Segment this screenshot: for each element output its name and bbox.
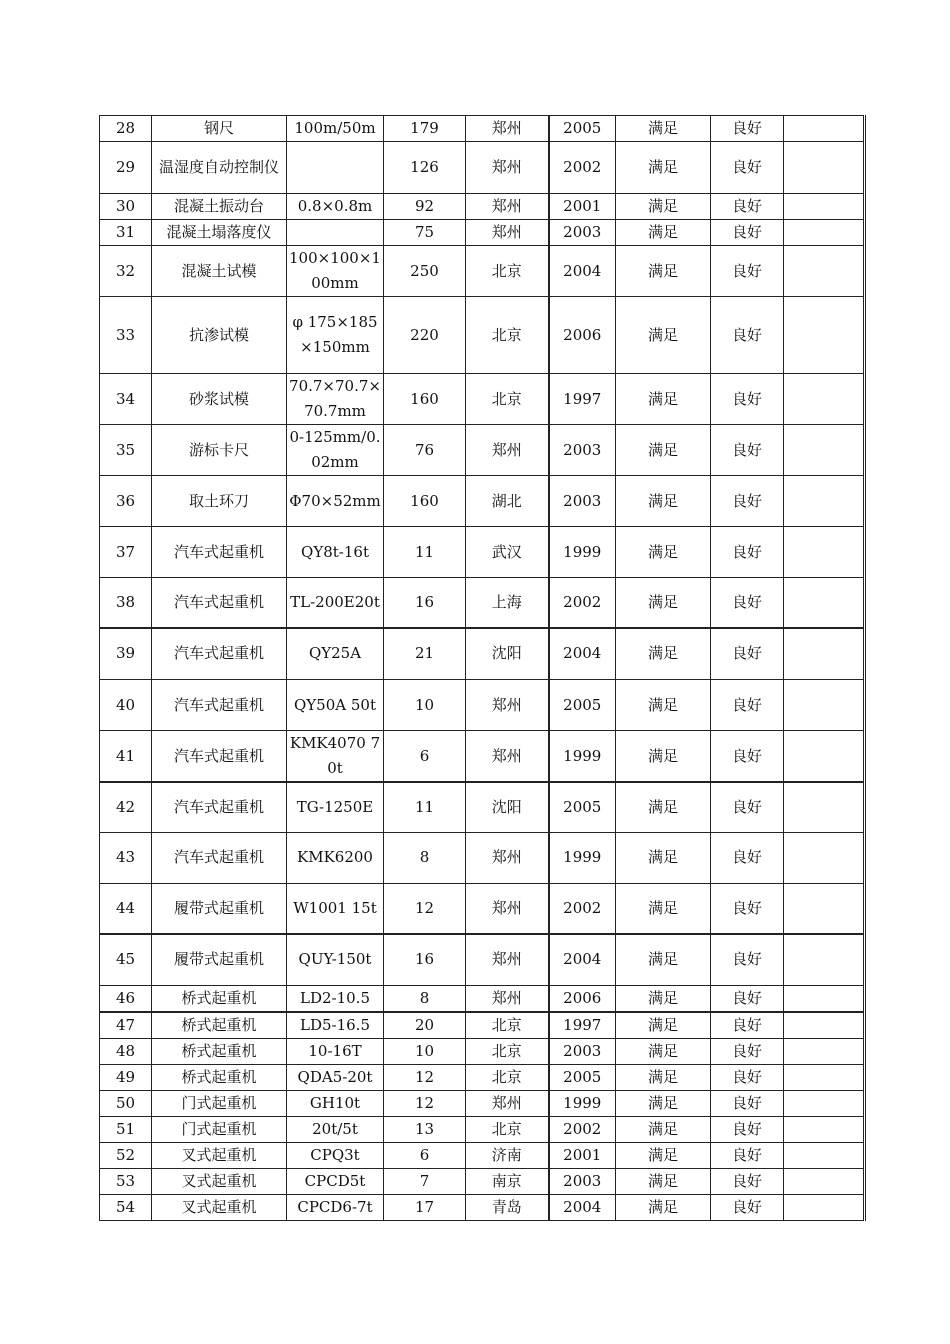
item-quantity: 75	[384, 220, 466, 246]
item-name: 砂浆试模	[152, 374, 287, 425]
item-model: GH10t	[287, 1090, 384, 1116]
item-number: 28	[100, 116, 152, 142]
item-quantity: 6	[384, 731, 466, 783]
table-row	[100, 883, 865, 934]
item-number: 39	[100, 628, 152, 680]
item-model: CPCD6-7t	[287, 1194, 384, 1220]
item-origin: 青岛	[466, 1194, 549, 1220]
item-number: 44	[100, 883, 152, 934]
item-model: QY8t-16t	[287, 527, 384, 578]
item-name: 桥式起重机	[152, 1064, 287, 1090]
item-quantity: 16	[384, 934, 466, 985]
item-remark	[784, 1064, 865, 1090]
item-remark	[784, 883, 865, 934]
item-name: 游标卡尺	[152, 425, 287, 476]
item-remark	[784, 934, 865, 985]
item-model: 0-125mm/0.02mm	[287, 425, 384, 476]
item-remark	[784, 374, 865, 425]
table-row	[100, 246, 865, 297]
item-name: 温湿度自动控制仪	[152, 142, 287, 194]
item-origin: 郑州	[466, 142, 549, 194]
item-year: 2004	[549, 246, 616, 297]
item-remark	[784, 476, 865, 527]
item-origin: 北京	[466, 1064, 549, 1090]
item-quantity: 76	[384, 425, 466, 476]
item-origin: 郑州	[466, 731, 549, 783]
item-year: 2001	[549, 1142, 616, 1168]
item-number: 46	[100, 985, 152, 1012]
item-condition: 良好	[711, 1064, 784, 1090]
item-quantity: 16	[384, 578, 466, 628]
item-remark	[784, 142, 865, 194]
table-row	[100, 934, 865, 985]
item-origin: 郑州	[466, 1090, 549, 1116]
item-name: 抗渗试模	[152, 297, 287, 374]
item-remark	[784, 297, 865, 374]
item-name: 门式起重机	[152, 1116, 287, 1142]
item-number: 30	[100, 194, 152, 220]
item-model: QY50A 50t	[287, 680, 384, 731]
item-remark	[784, 194, 865, 220]
item-name: 汽车式起重机	[152, 731, 287, 783]
item-model: 100×100×100mm	[287, 246, 384, 297]
item-condition: 良好	[711, 297, 784, 374]
table-row	[100, 116, 865, 142]
item-year: 1997	[549, 1012, 616, 1039]
item-remark	[784, 782, 865, 832]
item-status: 满足	[616, 1116, 711, 1142]
table-row	[100, 1090, 865, 1116]
item-status: 满足	[616, 476, 711, 527]
item-origin: 郑州	[466, 680, 549, 731]
table-row	[100, 194, 865, 220]
item-year: 1999	[549, 1090, 616, 1116]
item-model: KMK6200	[287, 832, 384, 883]
item-condition: 良好	[711, 1194, 784, 1220]
item-origin: 北京	[466, 1116, 549, 1142]
item-status: 满足	[616, 374, 711, 425]
item-condition: 良好	[711, 1012, 784, 1039]
item-quantity: 12	[384, 1064, 466, 1090]
item-quantity: 179	[384, 116, 466, 142]
equipment-table	[99, 115, 866, 1221]
item-name: 叉式起重机	[152, 1168, 287, 1194]
item-remark	[784, 1090, 865, 1116]
item-condition: 良好	[711, 194, 784, 220]
item-year: 2003	[549, 220, 616, 246]
table-row	[100, 1142, 865, 1168]
item-quantity: 250	[384, 246, 466, 297]
item-name: 汽车式起重机	[152, 782, 287, 832]
item-remark	[784, 1038, 865, 1064]
item-quantity: 17	[384, 1194, 466, 1220]
item-status: 满足	[616, 1090, 711, 1116]
item-status: 满足	[616, 934, 711, 985]
item-model: QY25A	[287, 628, 384, 680]
item-model: CPQ3t	[287, 1142, 384, 1168]
item-quantity: 12	[384, 1090, 466, 1116]
item-year: 1999	[549, 832, 616, 883]
item-name: 混凝土振动台	[152, 194, 287, 220]
table-row	[100, 628, 865, 680]
item-name: 叉式起重机	[152, 1142, 287, 1168]
item-condition: 良好	[711, 1168, 784, 1194]
item-year: 2005	[549, 782, 616, 832]
item-year: 2005	[549, 680, 616, 731]
item-condition: 良好	[711, 425, 784, 476]
item-condition: 良好	[711, 246, 784, 297]
table-row	[100, 1168, 865, 1194]
item-year: 2005	[549, 1064, 616, 1090]
item-quantity: 11	[384, 527, 466, 578]
item-name: 汽车式起重机	[152, 832, 287, 883]
item-model: LD2-10.5	[287, 985, 384, 1012]
item-status: 满足	[616, 1168, 711, 1194]
item-year: 2001	[549, 194, 616, 220]
item-year: 2003	[549, 1168, 616, 1194]
item-year: 1999	[549, 527, 616, 578]
item-name: 桥式起重机	[152, 1038, 287, 1064]
item-status: 满足	[616, 1038, 711, 1064]
item-status: 满足	[616, 731, 711, 783]
item-quantity: 8	[384, 985, 466, 1012]
item-model: TG-1250E	[287, 782, 384, 832]
item-quantity: 12	[384, 883, 466, 934]
table-row	[100, 1194, 865, 1220]
item-quantity: 8	[384, 832, 466, 883]
item-status: 满足	[616, 578, 711, 628]
item-number: 31	[100, 220, 152, 246]
item-origin: 郑州	[466, 934, 549, 985]
item-status: 满足	[616, 116, 711, 142]
item-condition: 良好	[711, 934, 784, 985]
table-row	[100, 782, 865, 832]
item-year: 2002	[549, 883, 616, 934]
item-year: 2002	[549, 1116, 616, 1142]
item-model: CPCD5t	[287, 1168, 384, 1194]
item-quantity: 220	[384, 297, 466, 374]
item-remark	[784, 527, 865, 578]
item-number: 32	[100, 246, 152, 297]
item-model: 100m/50m	[287, 116, 384, 142]
item-model: 20t/5t	[287, 1116, 384, 1142]
item-condition: 良好	[711, 374, 784, 425]
item-model: W1001 15t	[287, 883, 384, 934]
item-condition: 良好	[711, 1116, 784, 1142]
item-number: 41	[100, 731, 152, 783]
item-number: 54	[100, 1194, 152, 1220]
item-status: 满足	[616, 985, 711, 1012]
item-model: φ 175×185×150mm	[287, 297, 384, 374]
item-quantity: 11	[384, 782, 466, 832]
item-origin: 郑州	[466, 425, 549, 476]
item-name: 桥式起重机	[152, 1012, 287, 1039]
table-row	[100, 578, 865, 628]
item-remark	[784, 220, 865, 246]
item-remark	[784, 1116, 865, 1142]
item-quantity: 20	[384, 1012, 466, 1039]
item-remark	[784, 731, 865, 783]
item-status: 满足	[616, 246, 711, 297]
item-model: Φ70×52mm	[287, 476, 384, 527]
item-status: 满足	[616, 1064, 711, 1090]
item-number: 53	[100, 1168, 152, 1194]
item-condition: 良好	[711, 220, 784, 246]
table-row	[100, 527, 865, 578]
item-model: 10-16T	[287, 1038, 384, 1064]
item-condition: 良好	[711, 1090, 784, 1116]
item-status: 满足	[616, 883, 711, 934]
item-number: 33	[100, 297, 152, 374]
item-condition: 良好	[711, 1038, 784, 1064]
item-year: 2002	[549, 142, 616, 194]
table-row	[100, 297, 865, 374]
item-quantity: 7	[384, 1168, 466, 1194]
item-origin: 北京	[466, 246, 549, 297]
item-name: 门式起重机	[152, 1090, 287, 1116]
item-status: 满足	[616, 297, 711, 374]
item-condition: 良好	[711, 985, 784, 1012]
item-year: 1997	[549, 374, 616, 425]
item-origin: 湖北	[466, 476, 549, 527]
item-remark	[784, 680, 865, 731]
item-number: 34	[100, 374, 152, 425]
item-year: 2004	[549, 628, 616, 680]
item-condition: 良好	[711, 142, 784, 194]
item-number: 35	[100, 425, 152, 476]
item-condition: 良好	[711, 832, 784, 883]
item-number: 50	[100, 1090, 152, 1116]
item-status: 满足	[616, 1012, 711, 1039]
item-origin: 郑州	[466, 194, 549, 220]
item-remark	[784, 1012, 865, 1039]
table-row	[100, 1038, 865, 1064]
item-condition: 良好	[711, 116, 784, 142]
item-condition: 良好	[711, 731, 784, 783]
item-origin: 郑州	[466, 116, 549, 142]
table-row	[100, 1116, 865, 1142]
item-condition: 良好	[711, 680, 784, 731]
table-row	[100, 680, 865, 731]
item-number: 48	[100, 1038, 152, 1064]
item-condition: 良好	[711, 1142, 784, 1168]
item-name: 汽车式起重机	[152, 527, 287, 578]
item-remark	[784, 1194, 865, 1220]
item-condition: 良好	[711, 476, 784, 527]
item-model	[287, 142, 384, 194]
item-model: 0.8×0.8m	[287, 194, 384, 220]
item-quantity: 160	[384, 374, 466, 425]
item-remark	[784, 1142, 865, 1168]
item-name: 叉式起重机	[152, 1194, 287, 1220]
item-origin: 北京	[466, 374, 549, 425]
item-status: 满足	[616, 1194, 711, 1220]
item-status: 满足	[616, 1142, 711, 1168]
item-number: 51	[100, 1116, 152, 1142]
item-origin: 武汉	[466, 527, 549, 578]
table-row	[100, 425, 865, 476]
item-model: 70.7×70.7×70.7mm	[287, 374, 384, 425]
item-quantity: 10	[384, 1038, 466, 1064]
item-quantity: 160	[384, 476, 466, 527]
item-origin: 上海	[466, 578, 549, 628]
item-origin: 北京	[466, 1012, 549, 1039]
item-remark	[784, 246, 865, 297]
item-origin: 济南	[466, 1142, 549, 1168]
item-status: 满足	[616, 628, 711, 680]
item-remark	[784, 116, 865, 142]
item-name: 履带式起重机	[152, 934, 287, 985]
item-number: 38	[100, 578, 152, 628]
table-row	[100, 142, 865, 194]
item-remark	[784, 985, 865, 1012]
item-name: 履带式起重机	[152, 883, 287, 934]
item-condition: 良好	[711, 883, 784, 934]
item-year: 1999	[549, 731, 616, 783]
item-origin: 北京	[466, 1038, 549, 1064]
item-status: 满足	[616, 527, 711, 578]
item-model: TL-200E20t	[287, 578, 384, 628]
item-model: QDA5-20t	[287, 1064, 384, 1090]
item-number: 29	[100, 142, 152, 194]
item-number: 37	[100, 527, 152, 578]
table-row	[100, 985, 865, 1012]
item-name: 取土环刀	[152, 476, 287, 527]
item-remark	[784, 1168, 865, 1194]
item-quantity: 6	[384, 1142, 466, 1168]
item-name: 汽车式起重机	[152, 628, 287, 680]
item-remark	[784, 628, 865, 680]
table-row	[100, 1064, 865, 1090]
table-row	[100, 731, 865, 783]
item-number: 49	[100, 1064, 152, 1090]
item-status: 满足	[616, 194, 711, 220]
item-status: 满足	[616, 220, 711, 246]
item-origin: 南京	[466, 1168, 549, 1194]
item-year: 2003	[549, 1038, 616, 1064]
item-condition: 良好	[711, 782, 784, 832]
item-status: 满足	[616, 142, 711, 194]
item-origin: 沈阳	[466, 782, 549, 832]
item-model: QUY-150t	[287, 934, 384, 985]
item-name: 钢尺	[152, 116, 287, 142]
item-quantity: 92	[384, 194, 466, 220]
table-row	[100, 1012, 865, 1039]
item-year: 2003	[549, 476, 616, 527]
item-remark	[784, 425, 865, 476]
item-year: 2002	[549, 578, 616, 628]
item-model: KMK4070 70t	[287, 731, 384, 783]
item-status: 满足	[616, 680, 711, 731]
item-number: 40	[100, 680, 152, 731]
item-condition: 良好	[711, 578, 784, 628]
item-origin: 郑州	[466, 883, 549, 934]
item-status: 满足	[616, 425, 711, 476]
item-remark	[784, 832, 865, 883]
item-condition: 良好	[711, 628, 784, 680]
item-year: 2004	[549, 934, 616, 985]
item-name: 汽车式起重机	[152, 680, 287, 731]
table-row	[100, 374, 865, 425]
item-remark	[784, 578, 865, 628]
item-number: 36	[100, 476, 152, 527]
item-number: 52	[100, 1142, 152, 1168]
item-origin: 郑州	[466, 985, 549, 1012]
item-quantity: 10	[384, 680, 466, 731]
item-origin: 北京	[466, 297, 549, 374]
item-year: 2004	[549, 1194, 616, 1220]
item-condition: 良好	[711, 527, 784, 578]
item-origin: 郑州	[466, 832, 549, 883]
table-row	[100, 832, 865, 883]
item-status: 满足	[616, 782, 711, 832]
item-year: 2006	[549, 297, 616, 374]
table-row	[100, 220, 865, 246]
item-number: 42	[100, 782, 152, 832]
item-number: 45	[100, 934, 152, 985]
item-origin: 沈阳	[466, 628, 549, 680]
item-status: 满足	[616, 832, 711, 883]
item-name: 桥式起重机	[152, 985, 287, 1012]
item-year: 2006	[549, 985, 616, 1012]
item-year: 2003	[549, 425, 616, 476]
item-name: 混凝土试模	[152, 246, 287, 297]
item-name: 汽车式起重机	[152, 578, 287, 628]
item-origin: 郑州	[466, 220, 549, 246]
item-quantity: 126	[384, 142, 466, 194]
item-number: 43	[100, 832, 152, 883]
item-quantity: 13	[384, 1116, 466, 1142]
item-name: 混凝土塌落度仪	[152, 220, 287, 246]
item-quantity: 21	[384, 628, 466, 680]
table-row	[100, 476, 865, 527]
item-year: 2005	[549, 116, 616, 142]
item-model: LD5-16.5	[287, 1012, 384, 1039]
item-model	[287, 220, 384, 246]
item-number: 47	[100, 1012, 152, 1039]
